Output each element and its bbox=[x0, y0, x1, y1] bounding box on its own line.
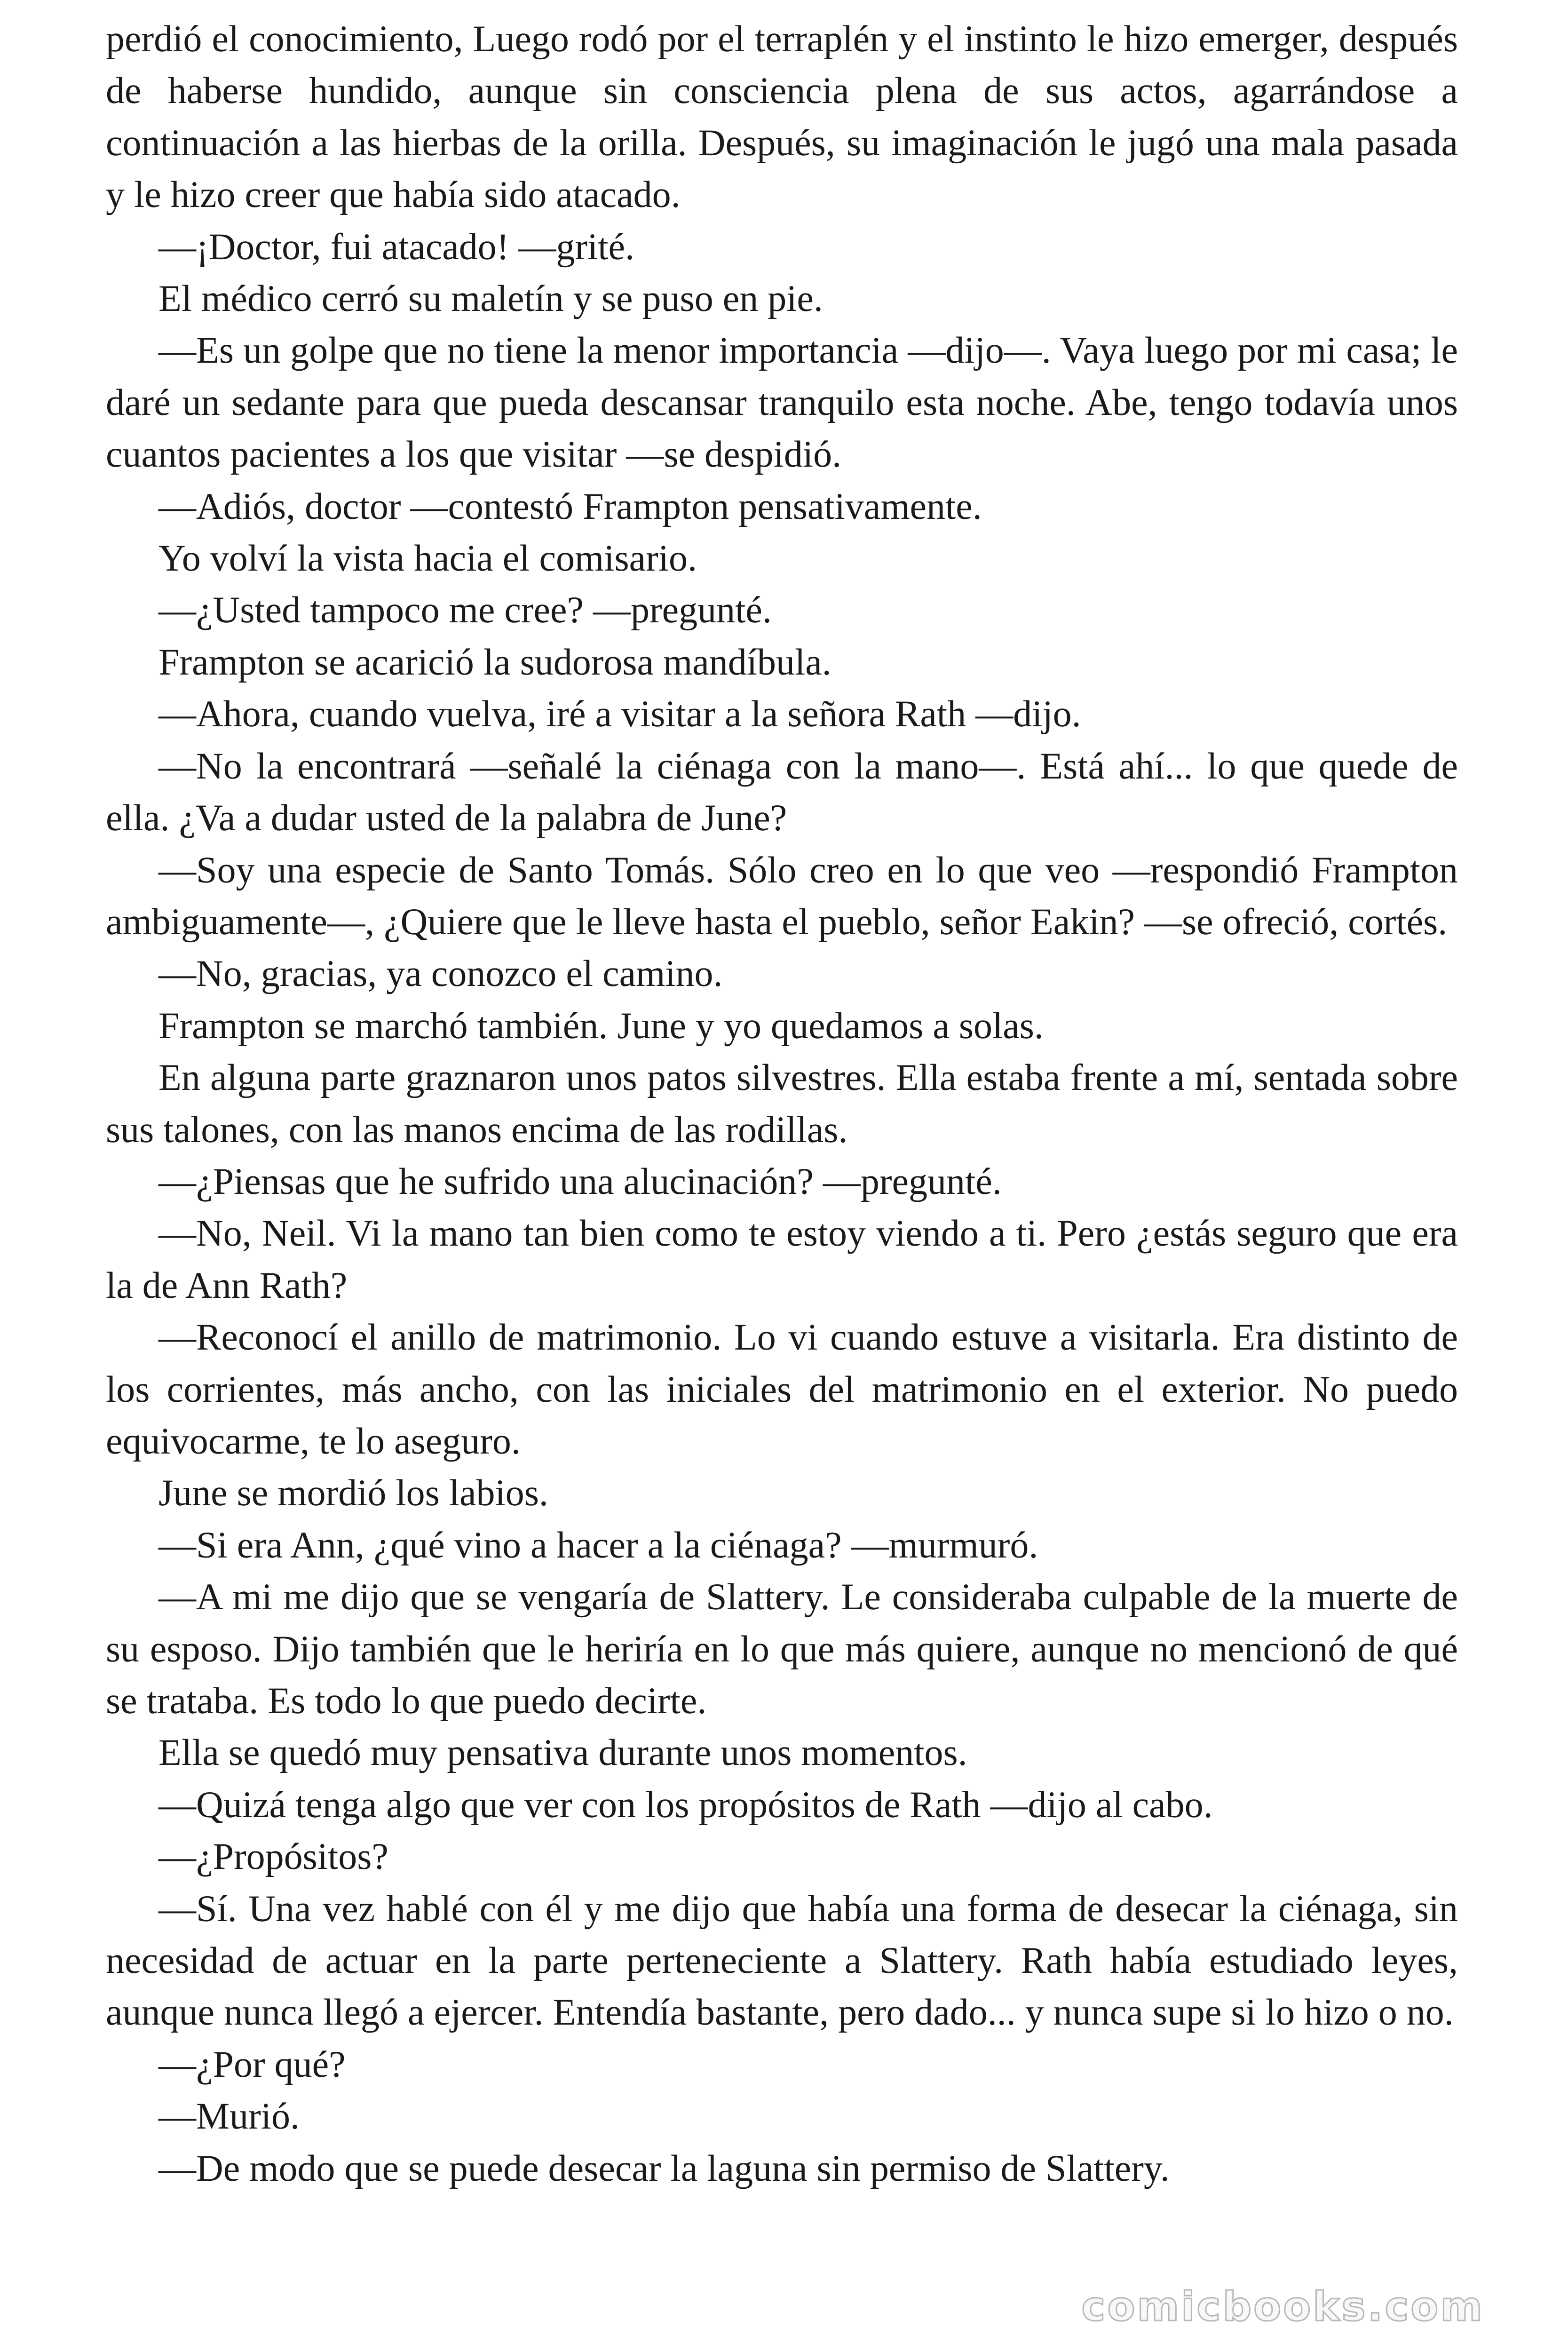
paragraph-14: En alguna parte graznaron unos patos silvestres. Ella estaba frente a mí, sentada sobre sus talones, con las manos encima de las rodillas. bbox=[106, 1057, 1458, 1151]
paragraph-24: —Sí. Una vez hablé con él y me dijo que había una forma de desecar la ciénaga, sin necesidad de actuar en la parte perteneciente a Slattery. Rath había estudiado leyes, aunque nunca llegó a ejercer. Entendía bastante, pero dado... y nunca supe si lo hizo o no. bbox=[106, 1888, 1458, 2034]
paragraph-7: —¿Usted tampoco me cree? —pregunté. bbox=[158, 589, 772, 631]
paragraph-2: —¡Doctor, fui atacado! —grité. bbox=[158, 226, 634, 268]
paragraph-6: Yo volví la vista hacia el comisario. bbox=[158, 538, 697, 580]
paragraph-21: Ella se quedó muy pensativa durante unos momentos. bbox=[158, 1732, 967, 1774]
paragraph-26: —Murió. bbox=[158, 2096, 300, 2137]
paragraph-10: —No la encontrará —señalé la ciénaga con la mano—. Está ahí... lo que quede de ella. ¿Va a dudar usted de la palabra de June? bbox=[106, 745, 1458, 839]
paragraph-17: —Reconocí el anillo de matrimonio. Lo vi cuando estuve a visitarla. Era distinto de los corrientes, más ancho, con las iniciales del matrimonio en el exterior. No puedo equivocarme, te lo aseguro. bbox=[106, 1317, 1458, 1462]
paragraph-8: Frampton se acarició la sudorosa mandíbula. bbox=[158, 641, 832, 683]
paragraph-15: —¿Piensas que he sufrido una alucinación? —pregunté. bbox=[158, 1160, 1002, 1202]
paragraph-22: —Quizá tenga algo que ver con los propósitos de Rath —dijo al cabo. bbox=[158, 1784, 1213, 1826]
body-text bbox=[106, 13, 1458, 2194]
paragraph-23: —¿Propósitos? bbox=[158, 1836, 388, 1878]
paragraph-20: —A mi me dijo que se vengaría de Slattery. Le consideraba culpable de la muerte de su esposo. Dijo también que le heriría en lo que más quiere, aunque no mencionó de qué se trataba. Es todo lo que puedo decirte. bbox=[106, 1576, 1458, 1722]
paragraph-3: El médico cerró su maletín y se puso en pie. bbox=[158, 278, 823, 320]
paragraph-5: —Adiós, doctor —contestó Frampton pensativamente. bbox=[158, 485, 982, 527]
paragraph-18: June se mordió los labios. bbox=[158, 1472, 548, 1514]
paragraph-27: —De modo que se puede desecar la laguna sin permiso de Slattery. bbox=[158, 2147, 1170, 2189]
paragraph-1: perdió el conocimiento, Luego rodó por el terraplén y el instinto le hizo emerger, después de haberse hundido, aunque sin consciencia plena de sus actos, agarrándose a continuación a las hierbas de la orilla. Después, su imaginación le jugó una mala pasada y le hizo creer que había sido atacado. bbox=[106, 18, 1458, 216]
paragraph-16: —No, Neil. Vi la mano tan bien como te estoy viendo a ti. Pero ¿estás seguro que era la de Ann Rath? bbox=[106, 1213, 1458, 1306]
paragraph-25: —¿Por qué? bbox=[158, 2043, 346, 2085]
watermark-logo: comicbooks.com bbox=[1081, 2283, 1484, 2330]
paragraph-11: —Soy una especie de Santo Tomás. Sólo creo en lo que veo —respondió Frampton ambiguamente—, ¿Quiere que le lleve hasta el pueblo, señor Eakin? —se ofreció, cortés. bbox=[106, 849, 1458, 943]
paragraph-12: —No, gracias, ya conozco el camino. bbox=[158, 953, 723, 995]
paragraph-9: —Ahora, cuando vuelva, iré a visitar a la señora Rath —dijo. bbox=[158, 693, 1081, 735]
paragraph-19: —Si era Ann, ¿qué vino a hacer a la ciénaga? —murmuró. bbox=[158, 1524, 1038, 1566]
paragraph-13: Frampton se marchó también. June y yo quedamos a solas. bbox=[158, 1005, 1044, 1047]
paragraph-4: —Es un golpe que no tiene la menor importancia —dijo—. Vaya luego por mi casa; le daré un sedante para que pueda descansar tranquilo esta noche. Abe, tengo todavía unos cuantos pacientes a los que visitar —se despidió. bbox=[106, 330, 1458, 476]
